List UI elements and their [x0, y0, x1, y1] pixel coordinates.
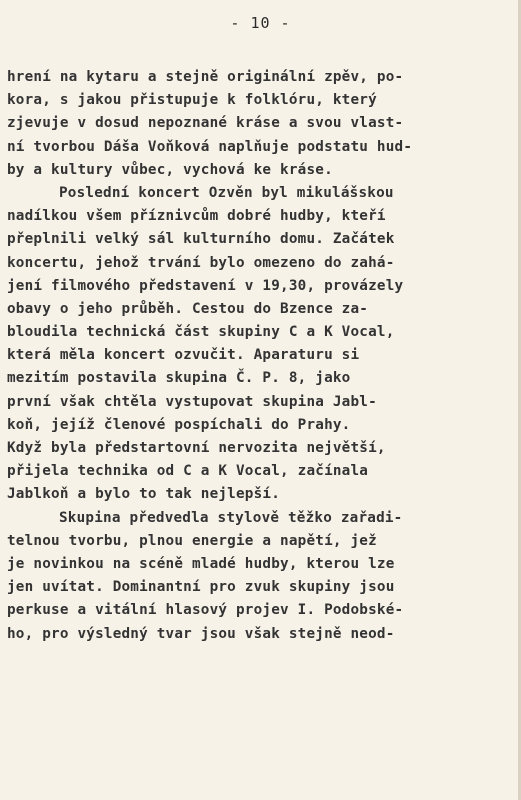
text-line: Jablkoň a bylo to tak nejlepší.	[7, 486, 281, 503]
text-line: obavy o jeho průběh. Cestou do Bzence za-	[7, 300, 369, 317]
text-line: přeplnili velký sál kulturního domu. Začátek	[7, 231, 395, 248]
text-line: koň, jejíž členové pospíchali do Prahy.	[7, 416, 351, 433]
text-line: jen uvítat. Dominantní pro zvuk skupiny jsou	[7, 579, 395, 596]
text-line: jení filmového představení v 19,30, provázely	[7, 277, 404, 294]
text-line: je novinkou na scéně mladé hudby, kterou lze	[7, 555, 395, 572]
text-line: perkuse a vitální hlasový projev I. Podobské-	[7, 602, 404, 619]
text-line: koncertu, jehož trvání bylo omezeno do zahá-	[7, 254, 395, 271]
text-line: nadílkou všem příznivcům dobré hudby, kteří	[7, 208, 386, 225]
body-text	[7, 66, 512, 646]
text-line: Když byla předstartovní nervozita největší,	[7, 440, 386, 456]
text-line: Skupina předvedla stylově těžko zařadi-	[59, 509, 403, 526]
text-line: mezitím postavila skupina Č. P. 8, jako	[7, 370, 351, 387]
page-number: - 10 -	[230, 14, 291, 32]
text-line: ho, pro výsledný tvar jsou však stejně neod-	[7, 625, 395, 642]
text-line: telnou tvorbu, plnou energie a napětí, jež	[7, 532, 377, 549]
text-line: zjevuje v dosud nepoznané kráse a svou vlast-	[7, 115, 404, 132]
text-line: hrení na kytaru a stejně originální zpěv, po-	[7, 69, 404, 85]
text-line: první však chtěla vystupovat skupina Jabl-	[7, 393, 377, 410]
text-line: bloudila technická část skupiny C a K Vocal,	[7, 324, 395, 341]
text-line: přijela technika od C a K Vocal, začínala	[7, 463, 369, 480]
text-line: by a kultury vůbec, vychová ke kráse.	[7, 161, 333, 178]
text-line: Poslední koncert Ozvěn byl mikulášskou	[59, 184, 394, 201]
text-line: kora, s jakou přistupuje k folklóru, který	[7, 92, 377, 109]
text-line: ní tvorbou Dáša Voňková naplňuje podstatu hud-	[7, 138, 413, 155]
text-line: která měla koncert ozvučit. Aparaturu si	[7, 347, 360, 364]
